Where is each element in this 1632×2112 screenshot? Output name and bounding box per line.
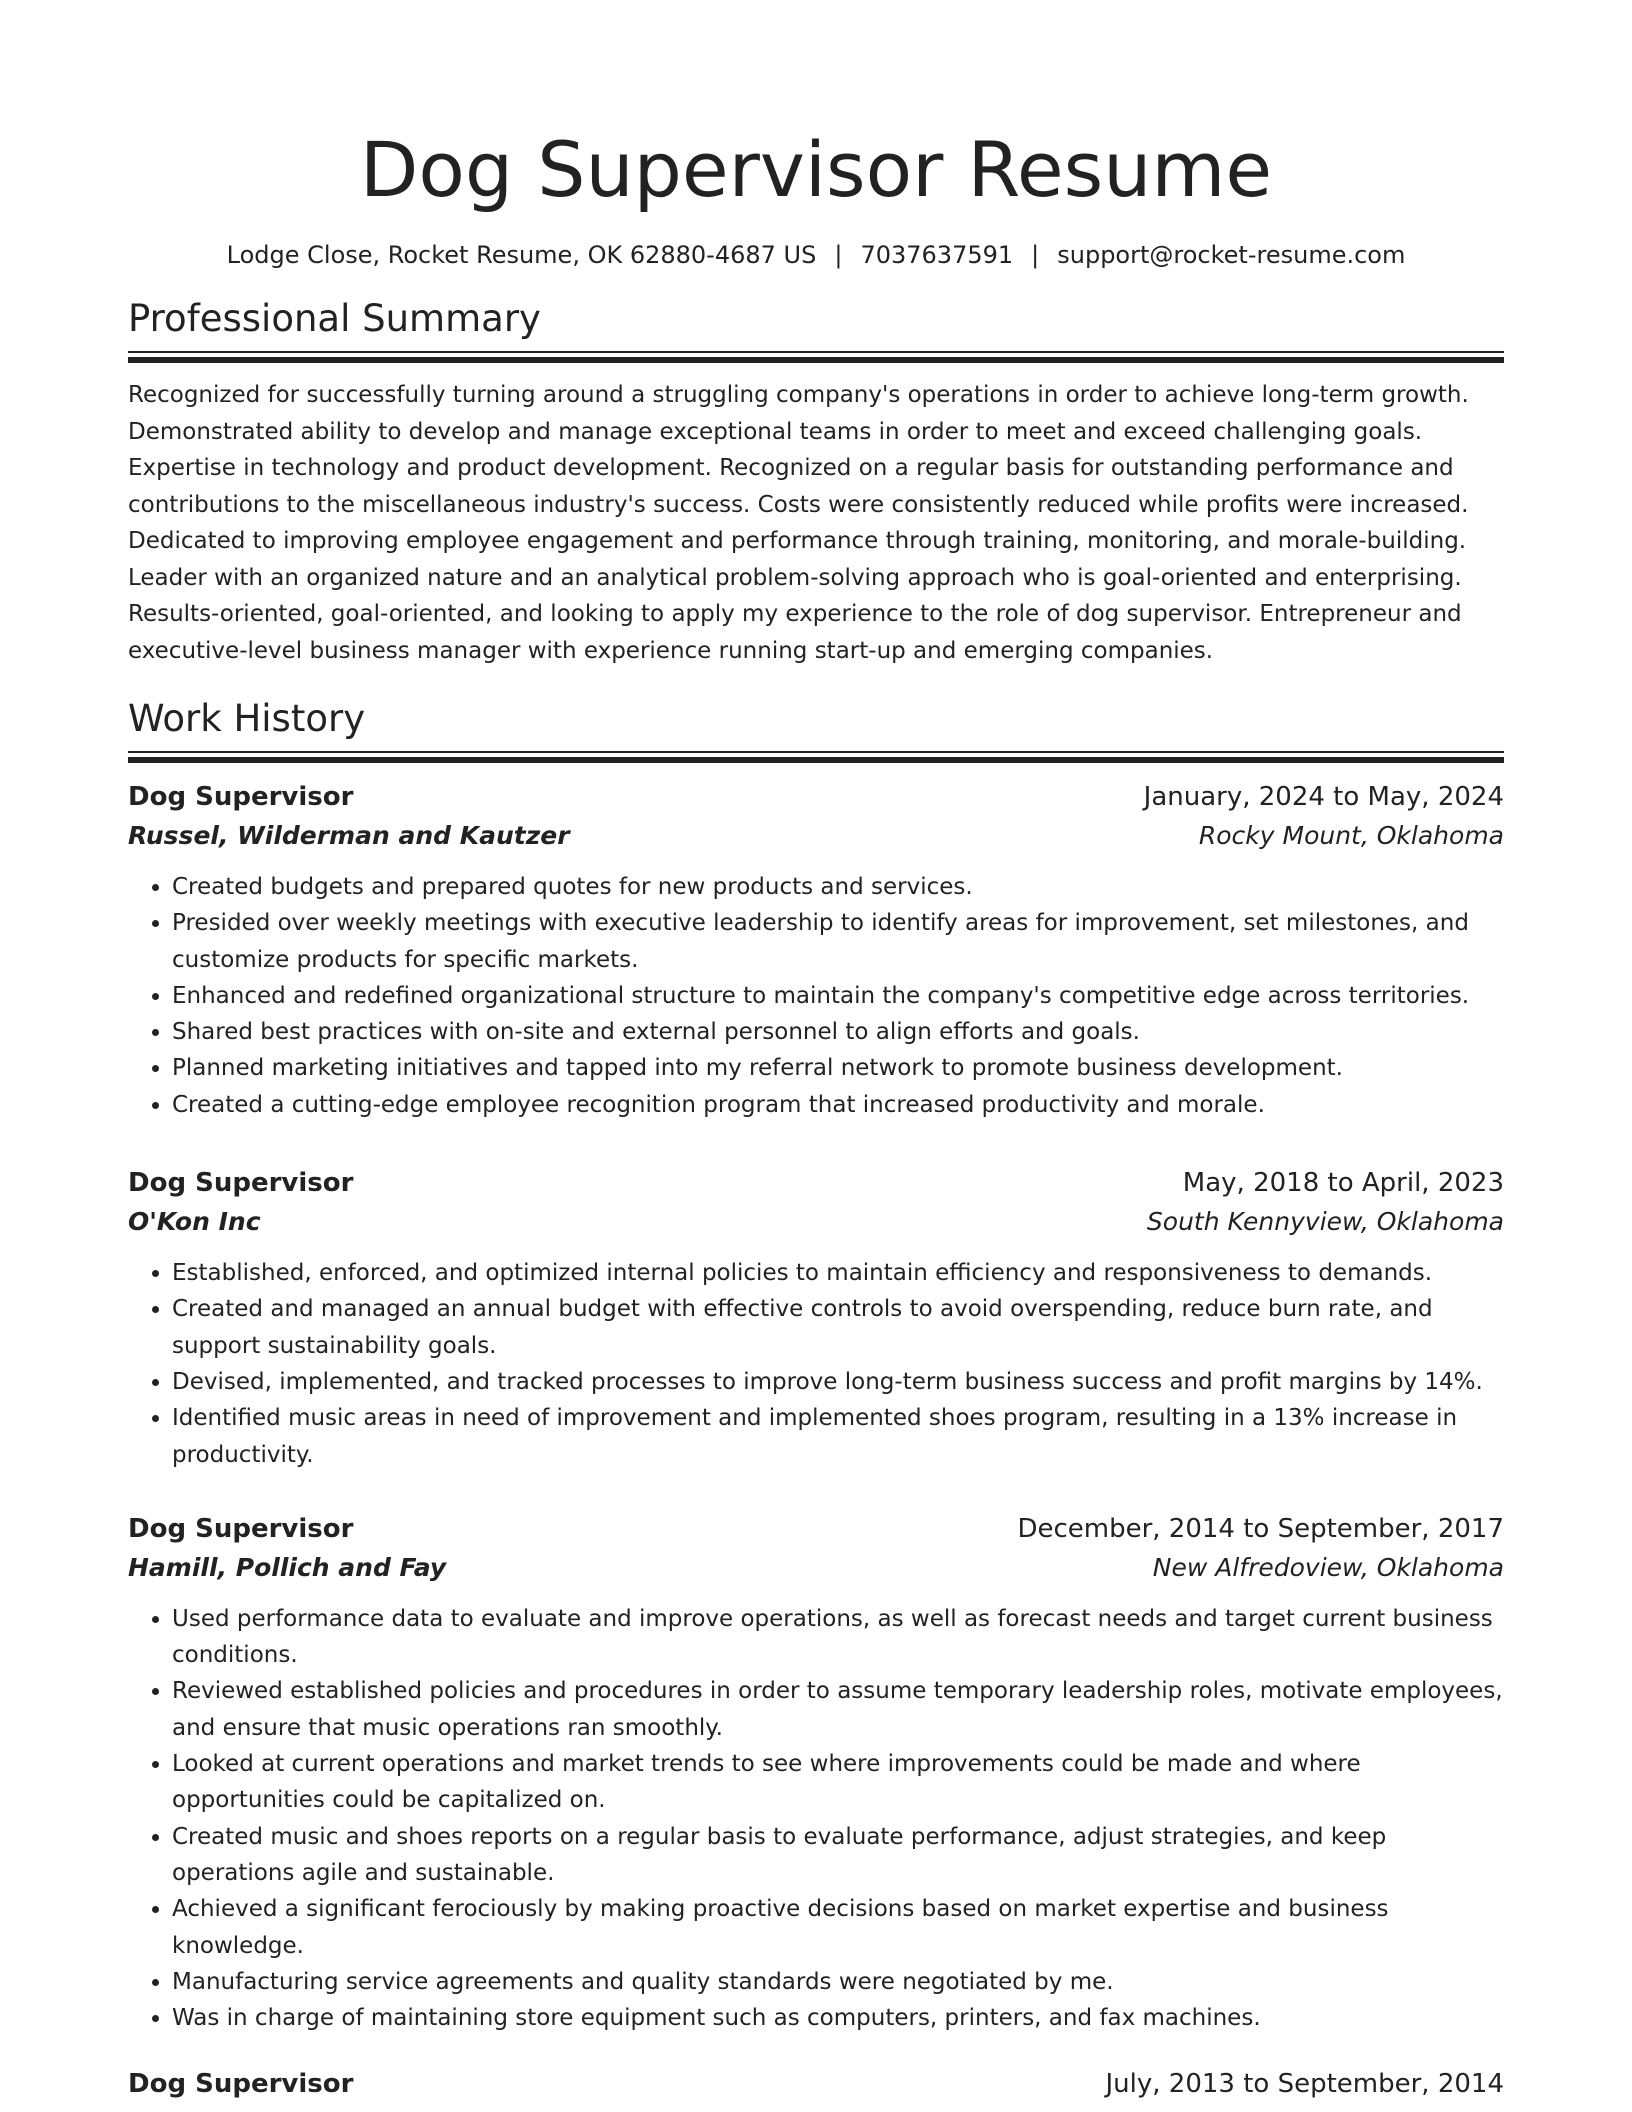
job-location: New Alfredoview, Oklahoma (1152, 1552, 1504, 1582)
job-entry (128, 777, 1504, 1123)
resume-page (128, 0, 1504, 2104)
list-item: • Presided over weekly meetings with executive leadership to identify areas for improvement, set milestones, and customize products for specific markets. (172, 905, 1504, 978)
page-title: Dog Supervisor Resume (359, 125, 1273, 214)
job-header (128, 1163, 1504, 1203)
job-dates: January, 2024 to May, 2024 (1143, 782, 1504, 812)
list-item: • Reviewed established policies and procedures in order to assume temporary leadership roles, motivate employees, and ensure that music operations ran smoothly. (172, 1673, 1504, 1746)
job-header (128, 777, 1504, 817)
job-entry (128, 1509, 1504, 2037)
list-item: • Enhanced and redefined organizational structure to maintain the company's competitive edge across territories. (172, 978, 1504, 1014)
job-dates: July, 2013 to September, 2014 (1105, 2069, 1504, 2100)
job-title: Dog Supervisor (128, 782, 354, 812)
work-history-section (128, 695, 1504, 2104)
job-subheader (128, 1203, 1504, 1241)
job-entry (128, 1163, 1504, 1473)
list-item: • Created a cutting-edge employee recognition program that increased productivity and morale. (172, 1087, 1504, 1123)
section-divider (128, 357, 1504, 363)
job-subheader (128, 1549, 1504, 1587)
contact-email: support@rocket-resume.com (1057, 241, 1406, 269)
job-header (128, 1509, 1504, 1549)
job-subheader (128, 817, 1504, 855)
contact-phone: 7037637591 (860, 241, 1014, 269)
list-item: • Was in charge of maintaining store equipment such as computers, printers, and fax machines. (172, 2000, 1504, 2036)
contact-address: Lodge Close, Rocket Resume, OK 62880-4687 US (226, 241, 817, 269)
job-title: Dog Supervisor (128, 1513, 354, 1544)
job-bullets (128, 1255, 1504, 1473)
contact-separator: | (1031, 241, 1040, 269)
list-item: • Shared best practices with on-site and external personnel to align efforts and goals. (172, 1014, 1504, 1050)
job-header (128, 2064, 1504, 2104)
list-item: • Manufacturing service agreements and quality standards were negotiated by me. (172, 1964, 1504, 2000)
list-item: • Planned marketing initiatives and tapped into my referral network to promote business development. (172, 1050, 1504, 1086)
job-bullets (128, 1601, 1504, 2037)
list-item: • Devised, implemented, and tracked processes to improve long-term business success and profit margins by 14%. (172, 1364, 1504, 1400)
job-title: Dog Supervisor (128, 2069, 354, 2100)
work-history-heading: Work History (128, 697, 366, 740)
summary-text: Recognized for successfully turning around a struggling company's operations in order to achieve long-term growth. Demonstrated ability to develop and manage exceptional teams in order to meet and exceed challenging goals. Expertise in technology and product development. Recognized on a regular basis for outstanding performance and contributions to the miscellaneous industry's success. Costs were consistently reduced while profits were increased. Dedicated to improving employee engagement and performance through training, monitoring, and morale-building. Leader with an organized nature and an analytical problem-solving approach who is goal-oriented and enterprising. Results-oriented, goal-oriented, and looking to apply my experience to the role of dog supervisor. Entrepreneur and executive-level business manager with experience running start-up and emerging companies. (128, 382, 1469, 664)
job-entry (128, 2064, 1504, 2104)
summary-heading: Professional Summary (128, 297, 541, 340)
list-item: • Identified music areas in need of improvement and implemented shoes program, resulting in a 13% increase in productivity. (172, 1400, 1504, 1473)
job-employer: O'Kon Inc (128, 1207, 261, 1237)
job-location: Rocky Mount, Oklahoma (1198, 821, 1504, 850)
list-item: • Achieved a significant ferociously by making proactive decisions based on market expertise and business knowledge. (172, 1891, 1504, 1964)
job-list (128, 777, 1504, 2104)
list-item: • Created and managed an annual budget with effective controls to avoid overspending, reduce burn rate, and support sustainability goals. (172, 1291, 1504, 1364)
section-divider (128, 757, 1504, 763)
list-item: • Created budgets and prepared quotes for new products and services. (172, 869, 1504, 905)
contact-separator: | (834, 241, 843, 269)
job-employer: Russel, Wilderman and Kautzer (128, 821, 570, 850)
job-location: South Kennyview, Oklahoma (1146, 1207, 1504, 1237)
job-bullets (128, 869, 1504, 1123)
section-divider (128, 351, 1504, 353)
summary-section (128, 295, 1504, 669)
job-employer: Hamill, Pollich and Fay (128, 1552, 447, 1582)
contact-line (128, 238, 1504, 272)
list-item: • Created music and shoes reports on a regular basis to evaluate performance, adjust strategies, and keep operations agile and sustainable. (172, 1819, 1504, 1892)
job-dates: December, 2014 to September, 2017 (1017, 1513, 1504, 1544)
list-item: • Used performance data to evaluate and improve operations, as well as forecast needs and target current business conditions. (172, 1601, 1504, 1674)
section-divider (128, 751, 1504, 753)
list-item: • Looked at current operations and market trends to see where improvements could be made and where opportunities could be capitalized on. (172, 1746, 1504, 1819)
job-title: Dog Supervisor (128, 1168, 354, 1199)
job-dates: May, 2018 to April, 2023 (1182, 1168, 1504, 1199)
list-item: • Established, enforced, and optimized internal policies to maintain efficiency and responsiveness to demands. (172, 1255, 1504, 1291)
